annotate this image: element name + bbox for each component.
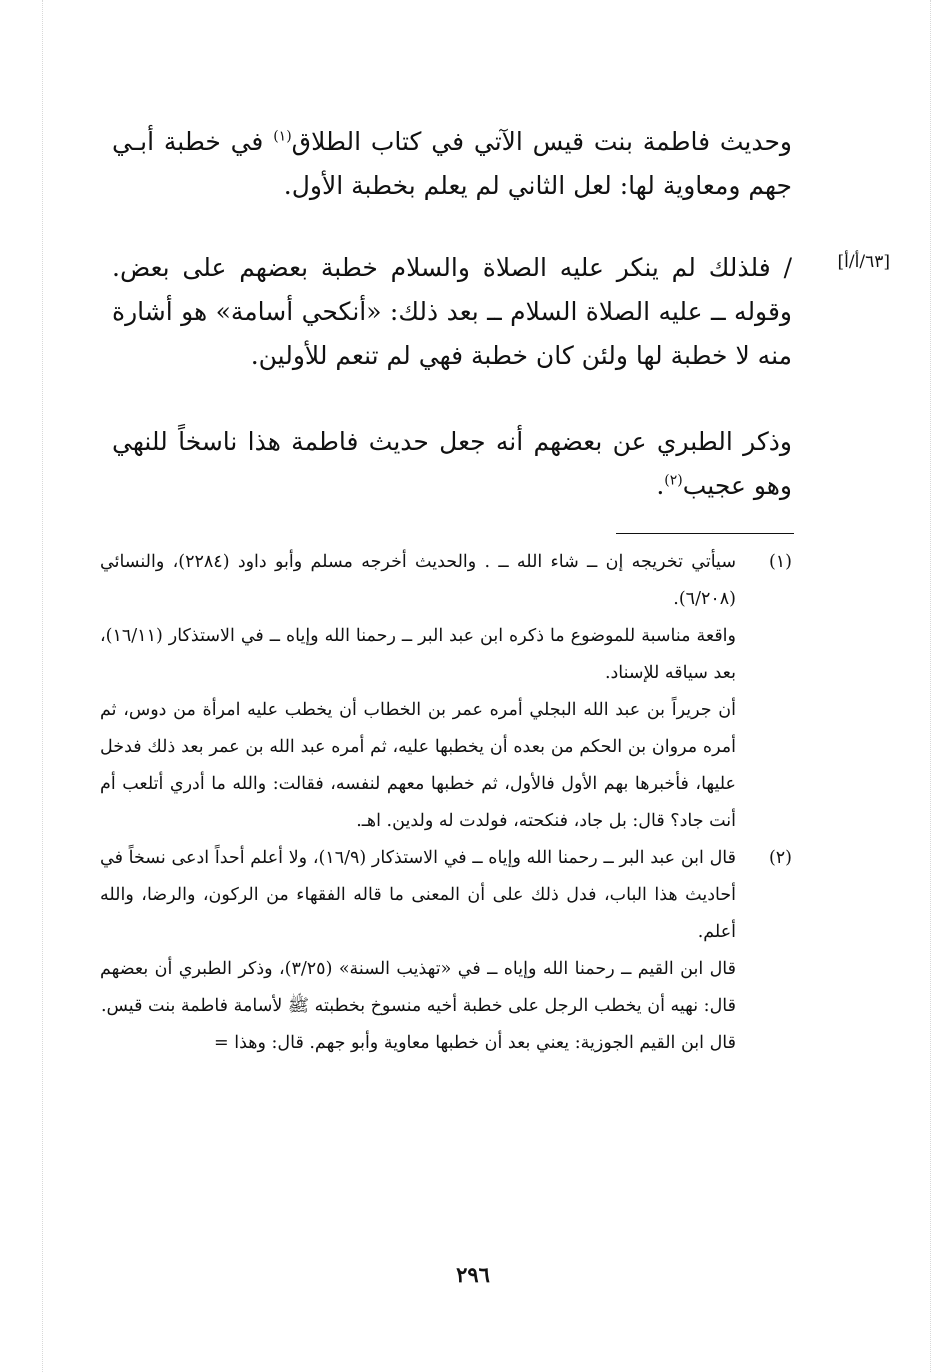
paragraph-3 (112, 420, 792, 508)
paragraph-3-text-b: . (656, 471, 665, 500)
footnote-ref-2[interactable]: (٢) (664, 472, 683, 489)
footnote-separator (616, 533, 794, 534)
page-number: ٢٩٦ (456, 1262, 490, 1287)
footnote-2-line-1: قال ابن عبد البر ــ رحمنا الله وإياه ــ في الاستذكار (١٦/٩)، ولا أعلم أحداً ادعى نسخاً في أحاديث هذا الباب، فدل ذلك على أن المعنى ما قاله الفقهاء من الركون، والرضا، والله أعلم. (100, 848, 736, 942)
footnote-2-number: (٢) (768, 848, 792, 868)
footnote-1-line-3: أن جريراً بن عبد الله البجلي أمره عمر بن الخطاب أن يخطب عليه امرأة من دوس، ثم أمره مروان بن الحكم من بعده أن يخطبها عليه، ثم أمره عبد الله بن عمر بعد ذلك فدخل عليها، فأخبرها بهم الأول فالأول، ثم خطبها معهم لنفسه، فقالت: والله ما أدري أتلعب أم أنت جاد؟ قال: بل جاد، فنكحته، فولدت له ولدين. اهـ. (100, 700, 736, 831)
paragraph-1 (112, 120, 792, 208)
paragraph-2 (112, 246, 792, 378)
paragraph-1-text-a: وحديث فاطمة بنت قيس الآتي في كتاب الطلاق (291, 127, 793, 156)
footnote-2-line-2: قال ابن القيم ــ رحمنا الله وإياه ــ في «تهذيب السنة» (٣/٢٥)، وذكر الطبري أن بعضهم قال: نهيه أن يخطب الرجل على خطبة أخيه منسوخ بخطبته ﷺ لأسامة فاطمة بنت قيس. (100, 959, 737, 1016)
paragraph-2-text: / فلذلك لم ينكر عليه الصلاة والسلام خطبة بعضهم على بعض. وقوله ــ عليه الصلاة السلام ــ بعد ذلك: «أنكحي أسامة» هو أشارة منه لا خطبة لها ولئن كان خطبة فهي لم تنعم للأولين. (112, 253, 792, 370)
footnote-1-number: (١) (768, 552, 792, 572)
footnotes-section (100, 544, 792, 1062)
paragraph-1-text-b: في خطبة أبـي جهم ومعاوية لها: لعل الثاني لم يعلم بخطبة الأول. (112, 127, 792, 200)
paragraph-3-text-a: وذكر الطبري عن بعضهم أنه جعل حديث فاطمة هذا ناسخاً للنهي وهو عجيب (112, 427, 792, 500)
scan-edge-right (930, 0, 932, 1372)
footnote-ref-1[interactable]: (١) (273, 128, 292, 145)
footnote-1-line-1: سيأتي تخريجه إن ــ شاء الله ــ . والحديث أخرجه مسلم وأبو داود (٢٢٨٤)، والنسائي (٦/٢٠٨). (100, 552, 736, 609)
footnote-2 (100, 840, 792, 1062)
scan-edge-left (42, 0, 44, 1372)
footnote-1 (100, 544, 792, 840)
footnote-2-line-3: قال ابن القيم الجوزية: يعني بعد أن خطبها معاوية وأبو جهم. قال: وهذا = (213, 1033, 736, 1053)
footnote-1-line-2: واقعة مناسبة للموضوع ما ذكره ابن عبد البر ــ رحمنا الله وإياه ــ في الاستذكار (١٦/١١)، بعد سياقه للإسناد. (100, 626, 736, 683)
manuscript-folio-reference: [٦٣/أ/أ] (837, 252, 890, 272)
